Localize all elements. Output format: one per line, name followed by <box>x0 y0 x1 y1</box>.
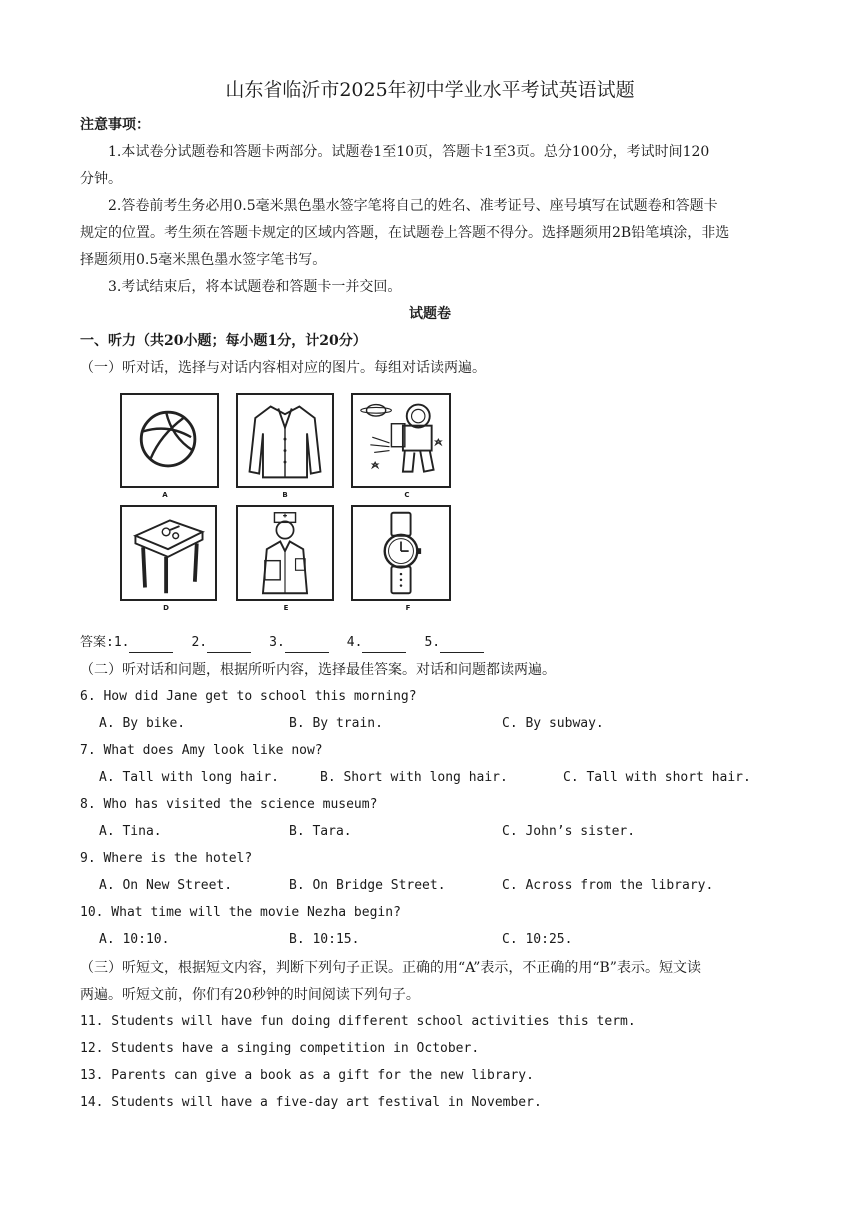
watch-icon <box>351 505 451 601</box>
answer-blank-2[interactable] <box>207 638 251 653</box>
option-8b: B. Tara. <box>289 824 352 839</box>
option-9a: A. On New Street. <box>99 878 233 893</box>
exam-title: 山东省临沂市2025年初中学业水平考试英语试题 <box>225 79 635 101</box>
option-6c: C. By subway. <box>502 716 604 731</box>
picture-label-c: C <box>404 491 410 499</box>
option-7c: C. Tall with short hair. <box>563 770 751 785</box>
notice-item-2a: 2.答卷前考生务必用0.5毫米黑色墨水签字笔将自己的姓名、准考证号、座号填写在试题卷和答题卡 <box>108 198 718 214</box>
option-6b: B. By train. <box>289 716 383 731</box>
question-9: 9. Where is the hotel? <box>80 851 253 866</box>
option-6a: A. By bike. <box>99 716 186 731</box>
statement-12: 12. Students have a singing competition in October. <box>80 1041 480 1056</box>
option-10a: A. 10:10. <box>99 932 170 947</box>
answer-blank-1-label: 1. <box>113 635 130 650</box>
answer-blank-3-label: 3. <box>269 635 285 650</box>
answer-blank-3[interactable] <box>285 638 329 653</box>
picture-label-f: F <box>405 604 411 612</box>
question-10: 10. What time will the movie Nezha begin? <box>80 905 401 920</box>
answer-label: 答案: <box>80 635 114 650</box>
option-8c: C. John’s sister. <box>502 824 636 839</box>
statement-14: 14. Students will have a five-day art festival in November. <box>80 1095 542 1110</box>
notice-item-3: 3.考试结束后，将本试题卷和答题卡一并交回。 <box>108 279 402 295</box>
option-8a: A. Tina. <box>99 824 162 839</box>
option-9c: C. Across from the library. <box>502 878 714 893</box>
statement-11: 11. Students will have fun doing different school activities this term. <box>80 1014 636 1029</box>
part1-sub3-a: （三）听短文，根据短文内容，判断下列句子正误。正确的用“A”表示，不正确的用“B”表示。短文读 <box>80 960 701 976</box>
picture-label-e: E <box>283 604 289 612</box>
answer-line <box>80 633 502 653</box>
shirt-icon <box>236 393 334 488</box>
table-keys-icon <box>120 505 217 601</box>
section-title: 试题卷 <box>409 306 451 322</box>
answer-blank-4[interactable] <box>362 638 406 653</box>
statement-13: 13. Parents can give a book as a gift for the new library. <box>80 1068 534 1083</box>
answer-blank-1[interactable] <box>129 638 173 653</box>
option-10c: C. 10:25. <box>502 932 573 947</box>
question-6: 6. How did Jane get to school this morning? <box>80 689 417 704</box>
volleyball-icon <box>120 393 219 488</box>
notice-item-2b: 规定的位置。考生须在答题卡规定的区域内答题，在试题卷上答题不得分。选择题须用2B铅笔填涂，非选 <box>80 225 730 241</box>
option-7b: B. Short with long hair. <box>320 770 508 785</box>
question-7: 7. What does Amy look like now? <box>80 743 323 758</box>
picture-label-a: A <box>162 491 168 499</box>
picture-label-d: D <box>163 604 169 612</box>
part1-sub1: （一）听对话，选择与对话内容相对应的图片。每组对话读两遍。 <box>80 360 486 376</box>
picture-label-b: B <box>282 491 288 499</box>
notice-item-1b: 分钟。 <box>80 171 122 187</box>
part1-sub3-b: 两遍。听短文前，你们有20秒钟的时间阅读下列句子。 <box>80 987 420 1003</box>
notice-item-2c: 择题须用0.5毫米黑色墨水签字笔书写。 <box>80 252 327 268</box>
part1-heading: 一、听力（共20小题；每小题1分，计20分） <box>80 333 367 349</box>
answer-blank-2-label: 2. <box>191 635 208 650</box>
option-10b: B. 10:15. <box>289 932 360 947</box>
astronaut-icon <box>351 393 451 488</box>
answer-blank-5-label: 5. <box>424 635 441 650</box>
option-7a: A. Tall with long hair. <box>99 770 280 785</box>
part1-sub2: （二）听对话和问题，根据所听内容，选择最佳答案。对话和问题都读两遍。 <box>80 662 556 678</box>
notice-item-1a: 1.本试卷分试题卷和答题卡两部分。试题卷1至10页，答题卡1至3页。总分100分，考试时间120 <box>108 144 710 160</box>
option-9b: B. On Bridge Street. <box>289 878 446 893</box>
question-8: 8. Who has visited the science museum? <box>80 797 378 812</box>
doctor-icon <box>236 505 334 601</box>
notice-heading: 注意事项： <box>80 117 150 133</box>
answer-blank-4-label: 4. <box>346 635 363 650</box>
answer-blank-5[interactable] <box>440 638 484 653</box>
